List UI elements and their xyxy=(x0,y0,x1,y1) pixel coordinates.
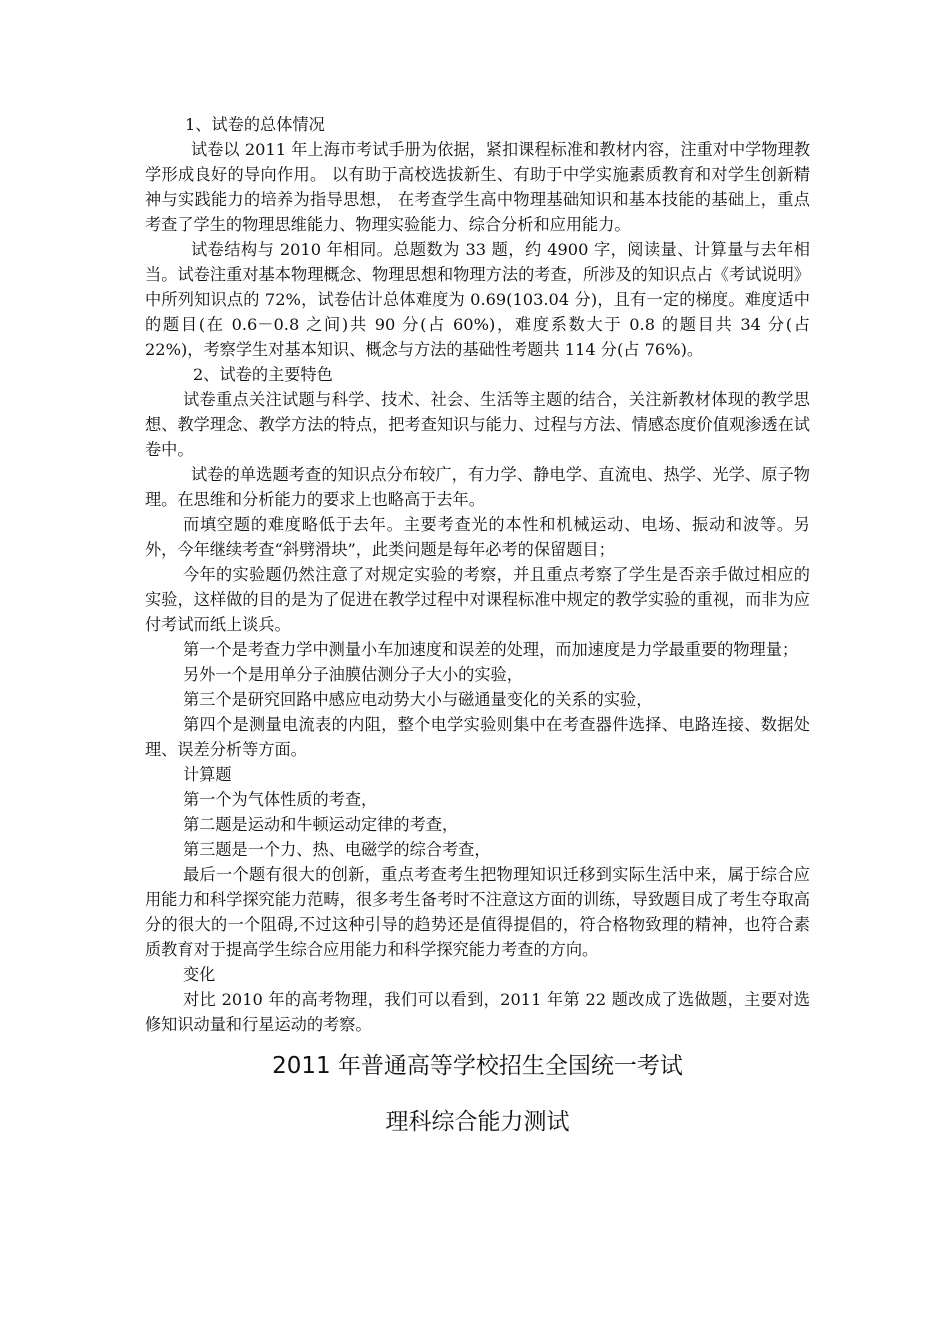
paragraph: 第三个是研究回路中感应电动势大小与磁通量变化的关系的实验， xyxy=(183,690,653,709)
paragraph: 对比 2010 年的高考物理，我们可以看到，2011 年第 22 题改成了选做题，主要对选修知识动量和行星运动的考察。 xyxy=(145,990,810,1034)
paragraph: 第二题是运动和牛顿运动定律的考查， xyxy=(183,815,459,834)
paragraph: 而填空题的难度略低于去年。主要考查光的本性和机械运动、电场、振动和波等。另外，今年继续考查“斜劈滑块”，此类问题是每年必考的保留题目； xyxy=(145,515,810,559)
subheading-changes: 变化 xyxy=(183,965,216,984)
exam-subtitle: 理科综合能力测试 xyxy=(385,1109,570,1135)
paragraph: 试卷的单选题考查的知识点分布较广，有力学、静电学、直流电、热学、光学、原子物理。在思维和分析能力的要求上也略高于去年。 xyxy=(145,465,810,509)
section-heading-features: 2、试卷的主要特色 xyxy=(193,365,333,384)
paragraph: 第四个是测量电流表的内阻，整个电学实验则集中在考查器件选择、电路连接、数据处理、误差分析等方面。 xyxy=(145,715,810,759)
paragraph: 最后一个题有很大的创新，重点考查考生把物理知识迁移到实际生活中来，属于综合应用能力和科学探究能力范畴，很多考生备考时不注意这方面的训练，导致题目成了考生夺取高分的很大的一个阻碍,不过这种引导的趋势还是值得提倡的，符合格物致理的精神，也符合素质教育对于提高学生综合应用能力和科学探究能力考查的方向。 xyxy=(145,865,810,959)
paragraph: 今年的实验题仍然注意了对规定实验的考察，并且重点考察了学生是否亲手做过相应的实验，这样做的目的是为了促进在教学过程中对课程标准中规定的教学实验的重视，而非为应付考试而纸上谈兵。 xyxy=(145,565,810,634)
subheading-calculation: 计算题 xyxy=(183,765,232,784)
paragraph: 试卷结构与 2010 年相同。总题数为 33 题，约 4900 字，阅读量、计算量与去年相当。试卷注重对基本物理概念、物理思想和物理方法的考查，所涉及的知识点占《考试说明》中所列知识点的 72%，试卷估计总体难度为 0.69(103.04 分)，且有一定的梯度。难度适中的题目(在 0.6－0.8 之间)共 90 分(占 60%)，难度系数大于 0.8 的题目共 34 分(占 22%)，考察学生对基本知识、概念与方法的基础性考题共 114 分(占 76%)。 xyxy=(145,240,810,359)
section-heading-overview: 1、试卷的总体情况 xyxy=(185,115,325,134)
paragraph: 第一个为气体性质的考查， xyxy=(183,790,378,809)
paragraph: 第三题是一个力、热、电磁学的综合考查， xyxy=(183,840,491,859)
document-body xyxy=(145,112,810,1137)
paragraph: 第一个是考查力学中测量小车加速度和误差的处理，而加速度是力学最重要的物理量； xyxy=(183,640,799,659)
paragraph: 试卷重点关注试题与科学、技术、社会、生活等主题的结合，关注新教材体现的教学思想、教学理念、教学方法的特点，把考查知识与能力、过程与方法、情感态度价值观渗透在试卷中。 xyxy=(145,390,810,459)
paragraph: 另外一个是用单分子油膜估测分子大小的实验， xyxy=(183,665,523,684)
paragraph: 试卷以 2011 年上海市考试手册为依据，紧扣课程标准和教材内容，注重对中学物理教学形成良好的导向作用。 以有助于高校选拔新生、有助于中学实施素质教育和对学生创新精神与实践能力的培养为指导思想， 在考查学生高中物理基础知识和基本技能的基础上，重点考查了学生的物理思维能力、物理实验能力、综合分析和应用能力。 xyxy=(145,140,810,234)
exam-title: 2011 年普通高等学校招生全国统一考试 xyxy=(272,1053,683,1079)
